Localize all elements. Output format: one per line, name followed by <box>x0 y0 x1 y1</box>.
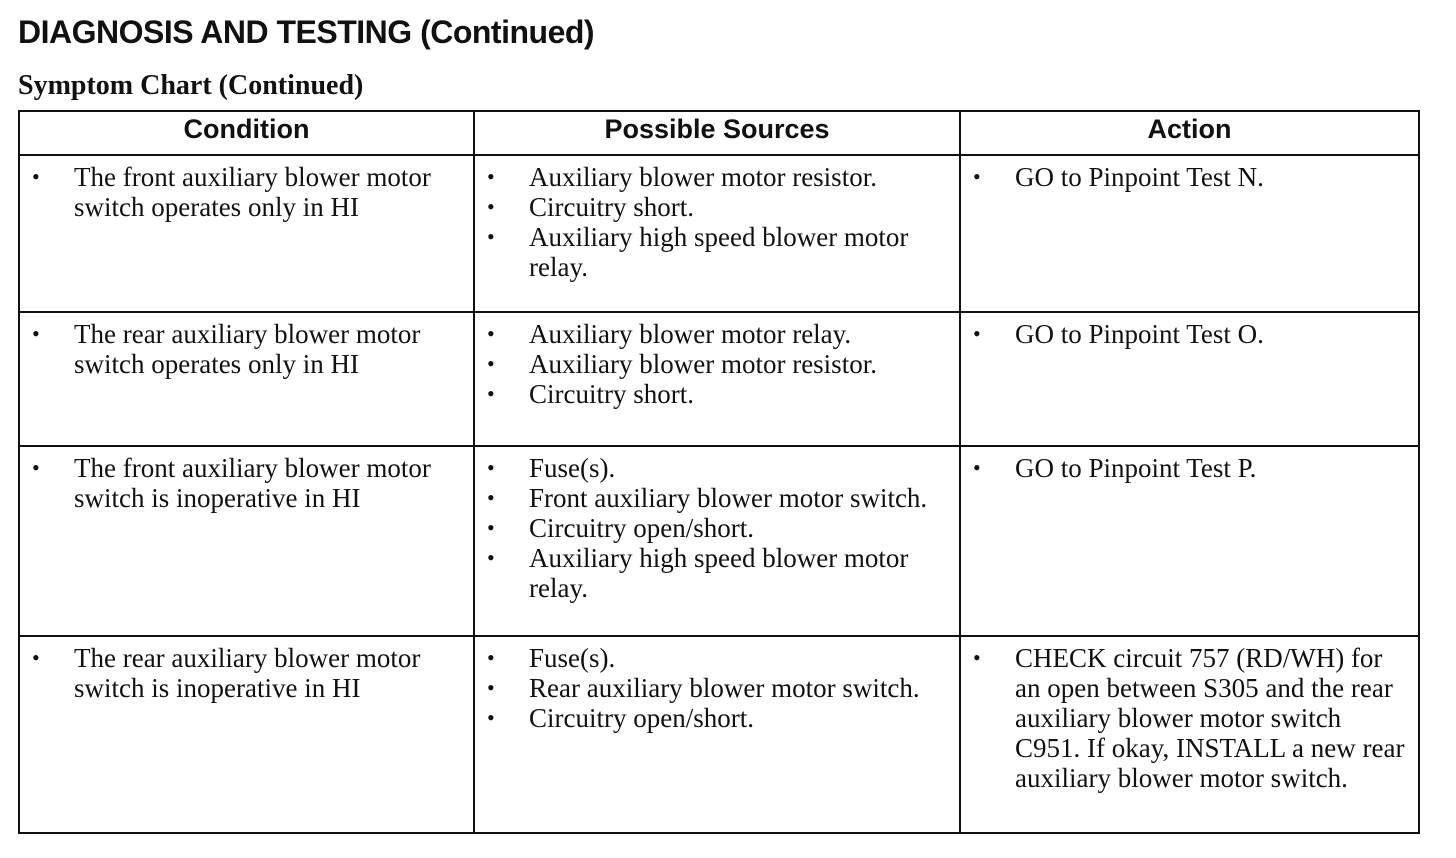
source-item: • Circuitry short. <box>483 379 951 409</box>
chart-title: Symptom Chart (Continued) <box>18 70 364 101</box>
source-item: • Fuse(s). <box>483 643 951 673</box>
condition-text: • The rear auxiliary blower motor switch is inoperative in HI <box>28 643 465 703</box>
condition-cell <box>19 446 474 636</box>
action-cell <box>960 155 1419 312</box>
condition-cell <box>19 636 474 833</box>
condition-text: • The front auxiliary blower motor switch operates only in HI <box>28 162 465 222</box>
action-text: • GO to Pinpoint Test N. <box>969 162 1410 192</box>
action-text: • GO to Pinpoint Test P. <box>969 453 1410 483</box>
sources-cell <box>474 636 960 833</box>
source-item: • Rear auxiliary blower motor switch. <box>483 673 951 703</box>
action-text: • CHECK circuit 757 (RD/WH) for an open between S305 and the rear auxiliary blower motor switch C951. If okay, INSTALL a new rear auxiliary blower motor switch. <box>969 643 1410 793</box>
source-item: • Auxiliary blower motor resistor. <box>483 349 951 379</box>
header-condition: Condition <box>19 111 474 155</box>
source-item: • Auxiliary blower motor resistor. <box>483 162 951 192</box>
header-possible-sources: Possible Sources <box>474 111 960 155</box>
source-item: • Front auxiliary blower motor switch. <box>483 483 951 513</box>
sources-cell <box>474 446 960 636</box>
condition-text: • The rear auxiliary blower motor switch operates only in HI <box>28 319 465 379</box>
source-item: • Circuitry short. <box>483 192 951 222</box>
source-item: • Fuse(s). <box>483 453 951 483</box>
sources-cell <box>474 155 960 312</box>
table-header-row <box>19 111 1419 155</box>
table-row <box>19 312 1419 446</box>
condition-cell <box>19 312 474 446</box>
header-action: Action <box>960 111 1419 155</box>
symptom-chart-table <box>18 110 1420 834</box>
condition-cell <box>19 155 474 312</box>
sources-cell <box>474 312 960 446</box>
source-item: • Auxiliary high speed blower motor relay. <box>483 222 951 282</box>
action-cell <box>960 636 1419 833</box>
source-item: • Auxiliary high speed blower motor relay. <box>483 543 951 603</box>
source-item: • Circuitry open/short. <box>483 703 951 733</box>
condition-text: • The front auxiliary blower motor switch is inoperative in HI <box>28 453 465 513</box>
page-title: DIAGNOSIS AND TESTING (Continued) <box>18 14 595 50</box>
table-row <box>19 446 1419 636</box>
source-item: • Auxiliary blower motor relay. <box>483 319 951 349</box>
source-item: • Circuitry open/short. <box>483 513 951 543</box>
table-row <box>19 155 1419 312</box>
action-cell <box>960 446 1419 636</box>
action-cell <box>960 312 1419 446</box>
action-text: • GO to Pinpoint Test O. <box>969 319 1410 349</box>
table-row <box>19 636 1419 833</box>
